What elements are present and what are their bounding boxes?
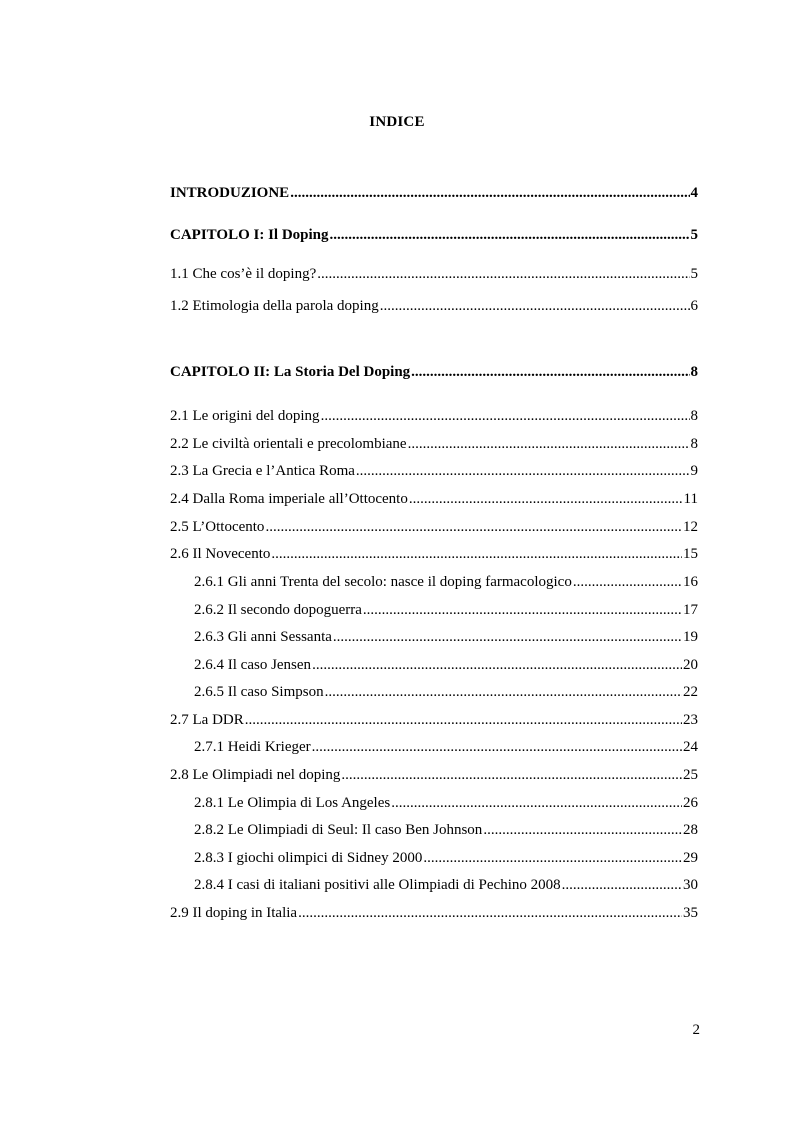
toc-entry-label: 2.5 L’Ottocento — [170, 519, 265, 535]
toc-entry-1-1[interactable] — [170, 264, 698, 284]
toc-leader-dots — [356, 461, 690, 481]
toc-entry-2-6[interactable] — [170, 544, 698, 564]
toc-entry-page: 24 — [683, 739, 698, 755]
page-title: INDICE — [369, 114, 425, 130]
toc-entry-label: 2.6.1 Gli anni Trenta del secolo: nasce il doping farmacologico — [194, 574, 572, 590]
toc-entry-label: 2.8.2 Le Olimpiadi di Seul: Il caso Ben Johnson — [194, 822, 483, 838]
toc-entry-2-9[interactable] — [170, 903, 698, 923]
toc-entry-page: 16 — [683, 574, 698, 590]
toc-entry-2-8[interactable] — [170, 765, 698, 785]
toc-entry-label: 2.8 Le Olimpiadi nel doping — [170, 767, 341, 783]
toc-entry-2-8-3[interactable] — [194, 848, 698, 868]
toc-entry-2-6-2[interactable] — [194, 600, 698, 620]
toc-entry-page: 15 — [683, 546, 698, 562]
toc-entry-page: 8 — [690, 436, 698, 452]
toc-entry-2-6-1[interactable] — [194, 572, 698, 592]
toc-entry-page: 26 — [683, 795, 698, 811]
toc-entry-label: 2.6 Il Novecento — [170, 546, 271, 562]
toc-leader-dots — [562, 875, 682, 895]
toc-leader-dots — [363, 600, 682, 620]
toc-entry-label: CAPITOLO I: Il Doping — [170, 227, 329, 243]
toc-entry-page: 19 — [683, 629, 698, 645]
toc-entry-page: 35 — [683, 905, 698, 921]
toc-entry-2-6-5[interactable] — [194, 682, 698, 702]
toc-entry-page: 17 — [683, 602, 698, 618]
toc-entry-label: 2.9 Il doping in Italia — [170, 905, 298, 921]
toc-entry-label: 2.1 Le origini del doping — [170, 408, 320, 424]
toc-entry-page: 4 — [690, 185, 698, 201]
toc-leader-dots — [380, 296, 690, 316]
toc-entry-label: 2.8.4 I casi di italiani positivi alle Olimpiadi di Pechino 2008 — [194, 877, 561, 893]
toc-entry-capitolo-1[interactable] — [170, 225, 698, 245]
toc-leader-dots — [408, 434, 690, 454]
toc-leader-dots — [391, 793, 682, 813]
toc-leader-dots — [333, 627, 682, 647]
toc-entry-label: 2.6.5 Il caso Simpson — [194, 684, 324, 700]
toc-entry-label: 1.1 Che cos’è il doping? — [170, 266, 317, 282]
toc-entry-2-8-1[interactable] — [194, 793, 698, 813]
toc-leader-dots — [483, 820, 682, 840]
toc-entry-2-8-2[interactable] — [194, 820, 698, 840]
toc-entry-page: 30 — [683, 877, 698, 893]
toc-entry-2-7[interactable] — [170, 710, 698, 730]
toc-entry-2-3[interactable] — [170, 461, 698, 481]
toc-leader-dots — [312, 655, 682, 675]
toc-entry-2-6-3[interactable] — [194, 627, 698, 647]
toc-entry-introduzione[interactable] — [170, 183, 698, 203]
toc-entry-2-5[interactable] — [170, 517, 698, 537]
toc-entry-page: 9 — [690, 463, 698, 479]
toc-entry-page: 23 — [683, 712, 698, 728]
toc-entry-page: 8 — [690, 364, 698, 380]
toc-entry-page: 28 — [683, 822, 698, 838]
toc-entry-label: 2.2 Le civiltà orientali e precolombiane — [170, 436, 407, 452]
toc-entry-label: CAPITOLO II: La Storia Del Doping — [170, 364, 411, 380]
toc-entry-2-8-4[interactable] — [194, 875, 698, 895]
toc-leader-dots — [411, 362, 689, 382]
toc-leader-dots — [245, 710, 682, 730]
toc-entry-label: 2.3 La Grecia e l’Antica Roma — [170, 463, 355, 479]
toc-entry-label: 2.7.1 Heidi Krieger — [194, 739, 311, 755]
toc-leader-dots — [330, 225, 690, 245]
toc-leader-dots — [573, 572, 682, 592]
toc-entry-page: 5 — [690, 227, 698, 243]
toc-leader-dots — [317, 264, 689, 284]
toc-entry-label: 2.6.2 Il secondo dopoguerra — [194, 602, 362, 618]
toc-entry-page: 12 — [683, 519, 698, 535]
toc-leader-dots — [423, 848, 682, 868]
toc-entry-2-4[interactable] — [170, 489, 698, 509]
toc-entry-1-2[interactable] — [170, 296, 698, 316]
page-number: 2 — [692, 1022, 700, 1038]
toc-entry-2-2[interactable] — [170, 434, 698, 454]
toc-entry-label: 2.8.1 Le Olimpia di Los Angeles — [194, 795, 391, 811]
toc-entry-page: 20 — [683, 657, 698, 673]
toc-entry-label: 2.6.3 Gli anni Sessanta — [194, 629, 332, 645]
toc-leader-dots — [325, 682, 682, 702]
toc-leader-dots — [341, 765, 682, 785]
toc-entry-label: 2.7 La DDR — [170, 712, 244, 728]
toc-entry-label: 1.2 Etimologia della parola doping — [170, 298, 379, 314]
toc-leader-dots — [271, 544, 682, 564]
toc-entry-page: 22 — [683, 684, 698, 700]
toc-entry-page: 25 — [683, 767, 698, 783]
toc-entry-capitolo-2[interactable] — [170, 362, 698, 382]
toc-entry-page: 11 — [683, 491, 698, 507]
toc-entry-2-1[interactable] — [170, 406, 698, 426]
toc-entry-2-6-4[interactable] — [194, 655, 698, 675]
toc-entry-page: 5 — [690, 266, 698, 282]
toc-entry-label: 2.6.4 Il caso Jensen — [194, 657, 312, 673]
toc-entry-label: 2.8.3 I giochi olimpici di Sidney 2000 — [194, 850, 423, 866]
toc-entry-page: 29 — [683, 850, 698, 866]
toc-leader-dots — [298, 903, 682, 923]
toc-leader-dots — [312, 737, 682, 757]
toc-entry-label: INTRODUZIONE — [170, 185, 290, 201]
toc-leader-dots — [321, 406, 690, 426]
toc-leader-dots — [409, 489, 683, 509]
toc-entry-label: 2.4 Dalla Roma imperiale all’Ottocento — [170, 491, 408, 507]
toc-entry-page: 8 — [690, 408, 698, 424]
toc-entry-2-7-1[interactable] — [194, 737, 698, 757]
toc-leader-dots — [265, 517, 682, 537]
toc-entry-page: 6 — [690, 298, 698, 314]
toc-leader-dots — [290, 183, 689, 203]
